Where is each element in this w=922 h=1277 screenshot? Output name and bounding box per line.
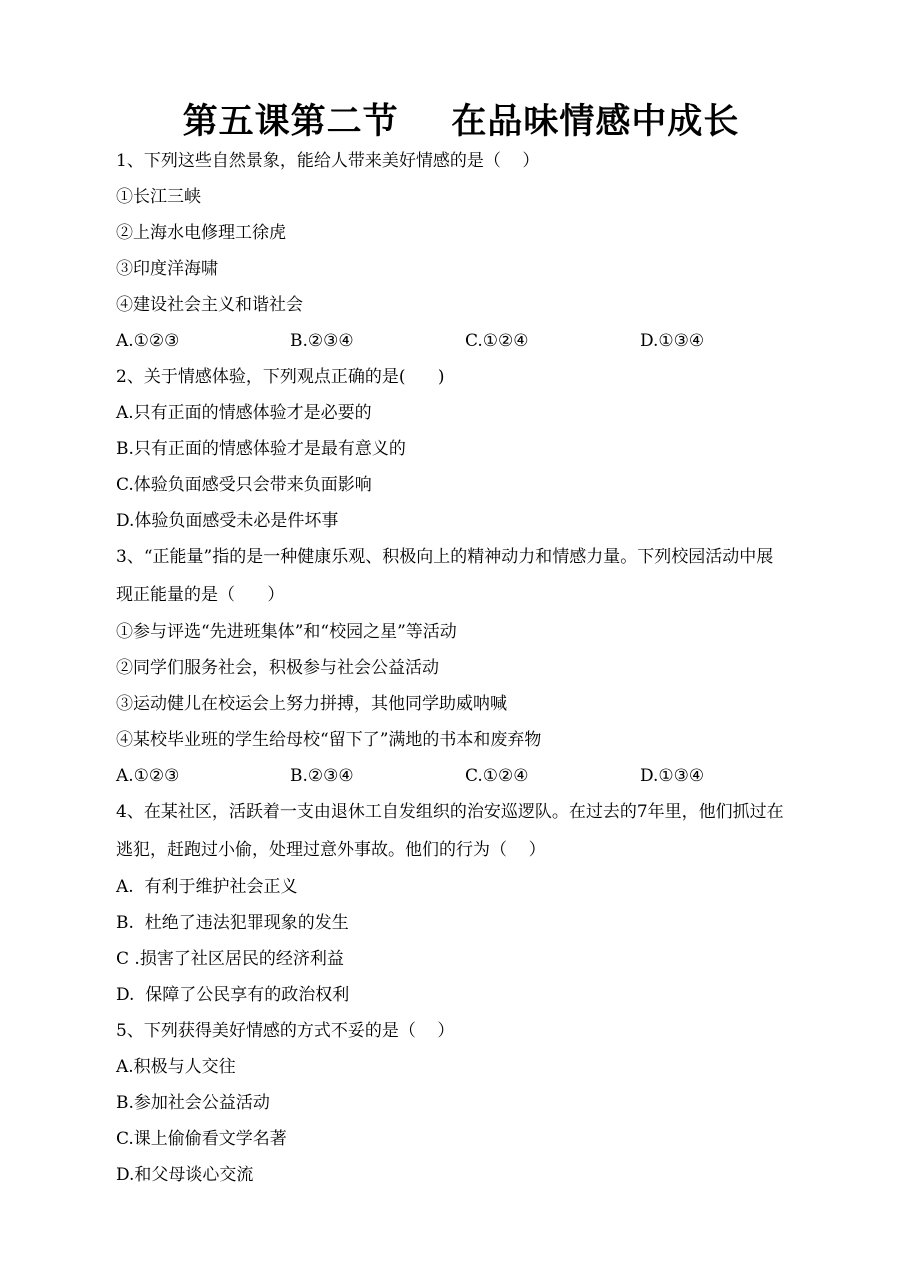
q5-option-b: B.参加社会公益活动 <box>116 1093 270 1113</box>
q1-option-a: A.①②③ <box>116 331 180 351</box>
q1-item-4: ④建设社会主义和谐社会 <box>116 295 303 315</box>
q3-item-2: ②同学们服务社会，积极参与社会公益活动 <box>116 658 439 678</box>
q3-stem-line-1: 3、“正能量”指的是一种健康乐观、积极向上的精神动力和情感力量。下列校园活动中展 <box>116 547 774 567</box>
page-title: 第五课第二节 在品味情感中成长 <box>182 101 740 142</box>
q4-option-b: B. 杜绝了违法犯罪现象的发生 <box>116 913 349 933</box>
q3-item-1: ①参与评选“先进班集体”和“校园之星”等活动 <box>116 622 457 642</box>
q5-stem: 5、下列获得美好情感的方式不妥的是（ ） <box>116 1021 455 1041</box>
q2-option-a: A.只有正面的情感体验才是必要的 <box>116 403 372 423</box>
q3-option-b: B.②③④ <box>290 766 354 786</box>
q2-option-d: D.体验负面感受未必是件坏事 <box>116 511 339 531</box>
q4-stem-line-1: 4、在某社区，活跃着一支由退休工自发组织的治安巡逻队。在过去的7年里，他们抓过在 <box>116 802 784 822</box>
q1-stem: 1、下列这些自然景象，能给人带来美好情感的是（ ） <box>116 151 540 171</box>
q4-option-d: D. 保障了公民享有的政治权利 <box>116 985 350 1005</box>
q4-option-c: C .损害了社区居民的经济利益 <box>116 949 344 969</box>
q4-option-a: A. 有利于维护社会正义 <box>116 877 298 897</box>
q1-option-b: B.②③④ <box>290 331 354 351</box>
q1-item-2: ②上海水电修理工徐虎 <box>116 223 286 243</box>
q3-item-3: ③运动健儿在校运会上努力拼搏，其他同学助威呐喊 <box>116 694 507 714</box>
q2-option-c: C.体验负面感受只会带来负面影响 <box>116 475 372 495</box>
q3-option-c: C.①②④ <box>465 766 529 786</box>
q4-stem-line-2: 逃犯，赶跑过小偷，处理过意外事故。他们的行为（ ） <box>116 840 546 860</box>
q1-option-c: C.①②④ <box>465 331 529 351</box>
q5-option-a: A.积极与人交往 <box>116 1057 236 1077</box>
q3-item-4: ④某校毕业班的学生给母校“留下了”满地的书本和废弃物 <box>116 730 542 750</box>
q2-option-b: B.只有正面的情感体验才是最有意义的 <box>116 439 406 459</box>
q5-option-d: D.和父母谈心交流 <box>116 1165 254 1185</box>
q2-stem: 2、关于情感体验，下列观点正确的是( ) <box>116 367 445 387</box>
q1-item-1: ①长江三峡 <box>116 187 201 207</box>
q1-option-d: D.①③④ <box>640 331 705 351</box>
q3-stem-line-2: 现正能量的是（ ） <box>116 585 285 605</box>
q1-item-3: ③印度洋海啸 <box>116 259 218 279</box>
q3-option-d: D.①③④ <box>640 766 705 786</box>
q3-option-a: A.①②③ <box>116 766 180 786</box>
q5-option-c: C.课上偷偷看文学名著 <box>116 1129 287 1149</box>
